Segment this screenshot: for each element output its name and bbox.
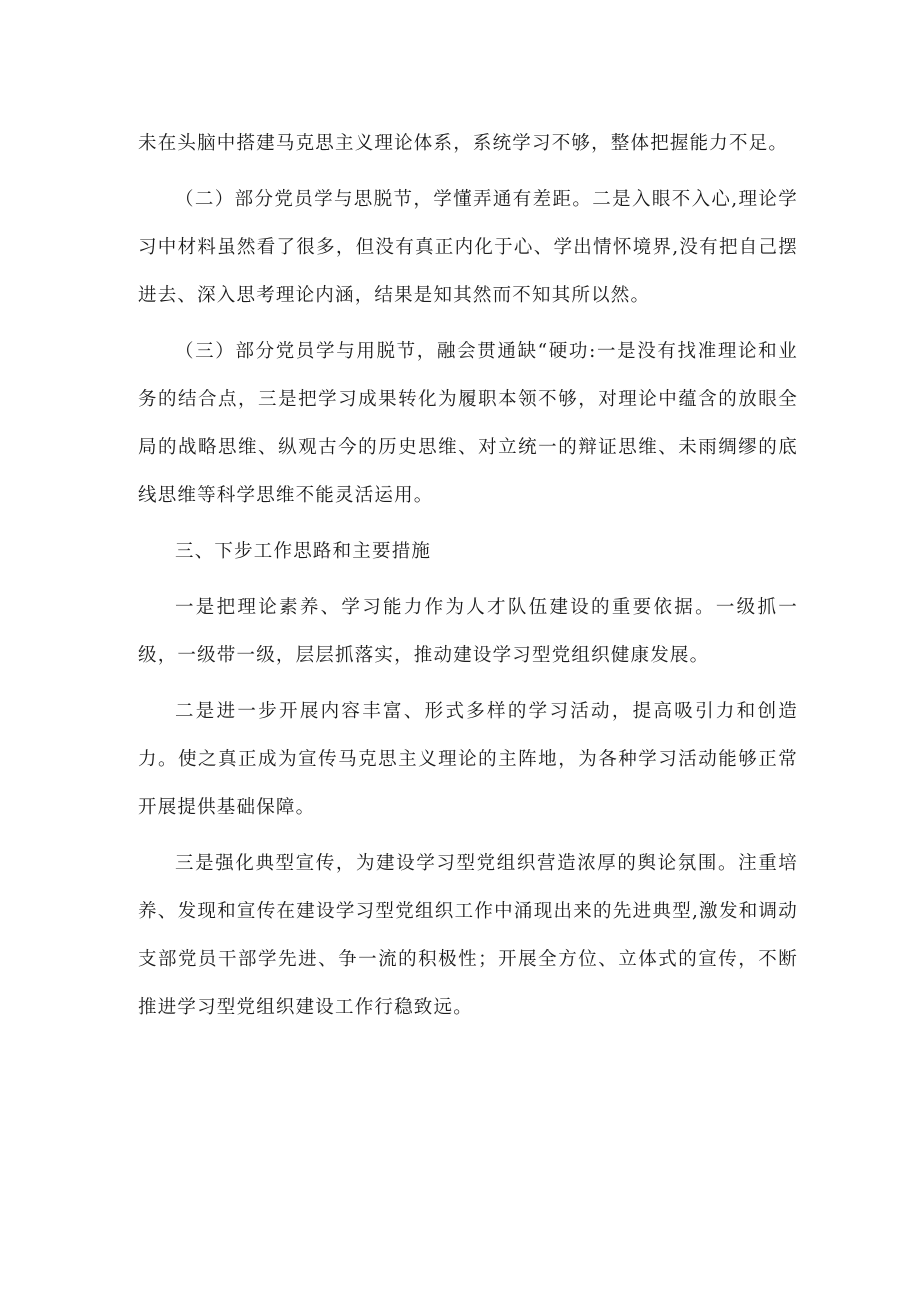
document-body	[138, 120, 798, 1040]
paragraph-point-three: （三）部分党员学与用脱节，融会贯通缺“硬功:一是没有找准理论和业务的结合点，三是把学习成果转化为履职本领不够，对理论中蕴含的放眼全局的战略思维、纵观古今的历史思维、对立统一的辩证思维、未雨绸缪的底线思维等科学思维不能灵活运用。	[138, 341, 798, 506]
paragraph-measure-one: 一是把理论素养、学习能力作为人才队伍建设的重要依据。一级抓一级，一级带一级，层层抓落实，推动建设学习型党组织健康发展。	[138, 597, 798, 666]
paragraph-measure-two: 二是进一步开展内容丰富、形式多样的学习活动，提高吸引力和创造力。使之真正成为宣传马克思主义理论的主阵地，为各种学习活动能够正常开展提供基础保障。	[138, 701, 798, 818]
paragraph-point-two: （二）部分党员学与思脱节，学懂弄通有差距。二是入眼不入心,理论学习中材料虽然看了很多，但没有真正内化于心、学出情怀境界,没有把自己摆进去、深入思考理论内涵，结果是知其然而不知其所以然。	[138, 189, 798, 306]
section-heading: 三、下步工作思路和主要措施	[175, 541, 432, 562]
paragraph-continuation: 未在头脑中搭建马克思主义理论体系，系统学习不够，整体把握能力不足。	[138, 133, 789, 154]
paragraph-measure-three: 三是强化典型宣传，为建设学习型党组织营造浓厚的舆论氛围。注重培养、发现和宣传在建设学习型党组织工作中涌现出来的先进典型,激发和调动支部党员干部学先进、争一流的积极性；开展全方位、立体式的宣传，不断推进学习型党组织建设工作行稳致远。	[138, 853, 798, 1018]
